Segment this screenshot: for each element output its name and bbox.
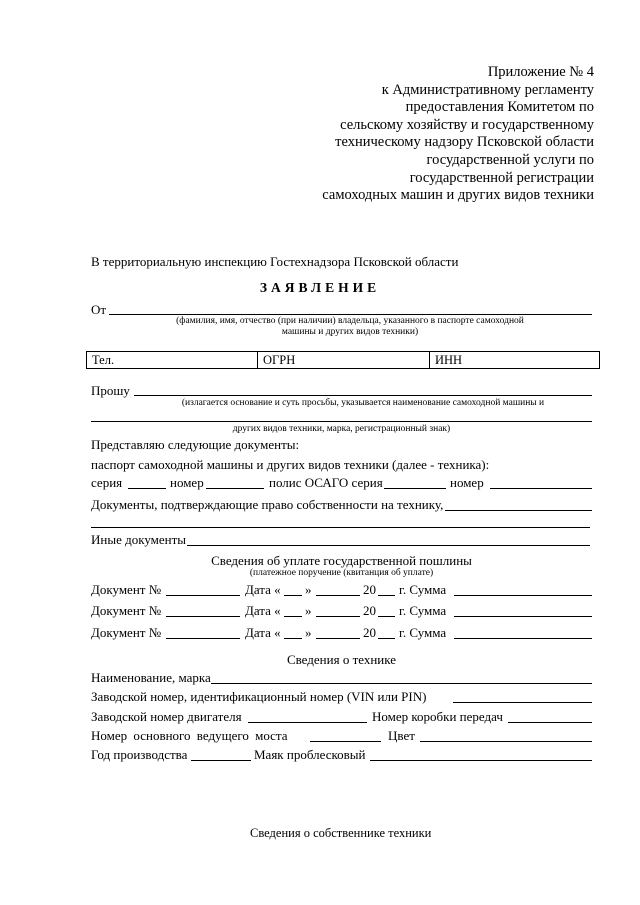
factory-number-label: Заводской номер, идентификационный номер (VIN или PIN): [91, 689, 427, 704]
request-hint-1: (излагается основание и суть просьбы, указывается наименование самоходной машины и: [181, 398, 545, 408]
series-label: серия: [91, 475, 123, 490]
other-docs-field[interactable]: [187, 545, 590, 546]
engine-number-field[interactable]: [248, 722, 367, 723]
beacon-field[interactable]: [370, 760, 592, 761]
fee-date-label: Дата «: [245, 582, 281, 597]
fee-day-field[interactable]: [284, 616, 302, 617]
vehicle-name-field[interactable]: [211, 683, 592, 684]
contacts-table: [86, 351, 600, 369]
fee-sum-field[interactable]: [454, 595, 592, 596]
year-field[interactable]: [191, 760, 251, 761]
fee-month-field[interactable]: [316, 616, 360, 617]
axle-number-label: Номер основного ведущего моста: [91, 728, 288, 743]
ownership-label: Документы, подтверждающие право собственности на технику,: [91, 497, 444, 512]
fee-year-label: 20: [363, 603, 376, 618]
number-label: номер: [170, 475, 204, 490]
from-field[interactable]: [109, 314, 592, 315]
fee-sum-field[interactable]: [454, 616, 592, 617]
appendix-line: сельскому хозяйству и государственному: [340, 116, 594, 133]
osago-number-label: номер: [450, 475, 484, 490]
fee-heading: Сведения об уплате государственной пошлины: [211, 553, 472, 568]
fee-subheading: (платежное поручение (квитанция об уплате): [249, 568, 434, 578]
fee-year-label: 20: [363, 625, 376, 640]
axle-number-field[interactable]: [310, 741, 381, 742]
engine-number-label: Заводской номер двигателя: [91, 709, 242, 724]
number-field[interactable]: [206, 488, 264, 489]
fee-doc-label: Документ №: [91, 582, 162, 597]
gearbox-number-label: Номер коробки передач: [372, 709, 503, 724]
fee-day-field[interactable]: [284, 595, 302, 596]
series-field[interactable]: [128, 488, 166, 489]
from-hint-2: машины и других видов техники): [281, 327, 419, 337]
ogrn-cell[interactable]: ОГРН: [263, 353, 296, 367]
color-label: Цвет: [388, 728, 415, 743]
fee-year-field[interactable]: [378, 595, 395, 596]
document-title: ЗАЯВЛЕНИЕ: [259, 280, 381, 295]
fee-month-field[interactable]: [316, 638, 360, 639]
request-label: Прошу: [91, 383, 130, 398]
color-field[interactable]: [420, 741, 592, 742]
vehicle-name-label: Наименование, марка: [91, 670, 211, 685]
fee-sum-field[interactable]: [454, 638, 592, 639]
fee-sum-label: г. Сумма: [399, 625, 447, 640]
fee-doc-label: Документ №: [91, 625, 162, 640]
owner-heading: Сведения о собственнике техники: [250, 826, 432, 840]
vehicle-heading: Сведения о технике: [286, 652, 397, 667]
fee-date-label: Дата «: [245, 625, 281, 640]
fee-date-label: Дата «: [245, 603, 281, 618]
osago-label: полис ОСАГО серия: [269, 475, 383, 490]
appendix-header: [322, 64, 594, 205]
fee-year-label: 20: [363, 582, 376, 597]
tel-cell[interactable]: Тел.: [92, 353, 115, 367]
request-field-1[interactable]: [134, 395, 592, 396]
from-label: От: [91, 302, 107, 317]
addressee: В территориальную инспекцию Гостехнадзора Псковской области: [91, 254, 459, 269]
osago-number-field[interactable]: [490, 488, 592, 489]
fee-quote-close: »: [305, 603, 312, 618]
ownership-field-1[interactable]: [445, 510, 592, 511]
fee-doc-label: Документ №: [91, 603, 162, 618]
fee-quote-close: »: [305, 582, 312, 597]
fee-sum-label: г. Сумма: [399, 603, 447, 618]
fee-doc-field[interactable]: [166, 638, 240, 639]
appendix-line: к Административному регламенту: [381, 81, 594, 98]
appendix-line: техническому надзору Псковской области: [335, 134, 594, 151]
year-label: Год производства: [91, 747, 188, 762]
other-docs-label: Иные документы: [91, 532, 187, 547]
fee-quote-close: »: [305, 625, 312, 640]
request-field-2[interactable]: [91, 421, 592, 422]
appendix-line: государственной регистрации: [409, 169, 594, 186]
fee-doc-field[interactable]: [166, 616, 240, 617]
beacon-label: Маяк проблесковый: [254, 747, 366, 762]
fee-month-field[interactable]: [316, 595, 360, 596]
appendix-line: Приложение № 4: [487, 64, 594, 80]
appendix-line: самоходных машин и других видов техники: [322, 187, 594, 204]
factory-number-field[interactable]: [453, 702, 592, 703]
appendix-line: предоставления Комитетом по: [405, 99, 594, 116]
fee-year-field[interactable]: [378, 616, 395, 617]
appendix-line: государственной услуги по: [426, 151, 594, 168]
passport-label: паспорт самоходной машины и других видов техники (далее - техника):: [91, 457, 490, 472]
request-hint-2: других видов техники, марка, регистрационный знак): [232, 424, 451, 434]
fee-sum-label: г. Сумма: [399, 582, 447, 597]
documents-intro: Представляю следующие документы:: [91, 437, 300, 452]
osago-series-field[interactable]: [384, 488, 446, 489]
fee-doc-field[interactable]: [166, 595, 240, 596]
from-hint-1: (фамилия, имя, отчество (при наличии) владельца, указанного в паспорте самоходной: [176, 316, 524, 326]
gearbox-number-field[interactable]: [508, 722, 592, 723]
ownership-field-2[interactable]: [91, 527, 590, 528]
fee-year-field[interactable]: [378, 638, 395, 639]
inn-cell[interactable]: ИНН: [435, 353, 463, 367]
fee-day-field[interactable]: [284, 638, 302, 639]
